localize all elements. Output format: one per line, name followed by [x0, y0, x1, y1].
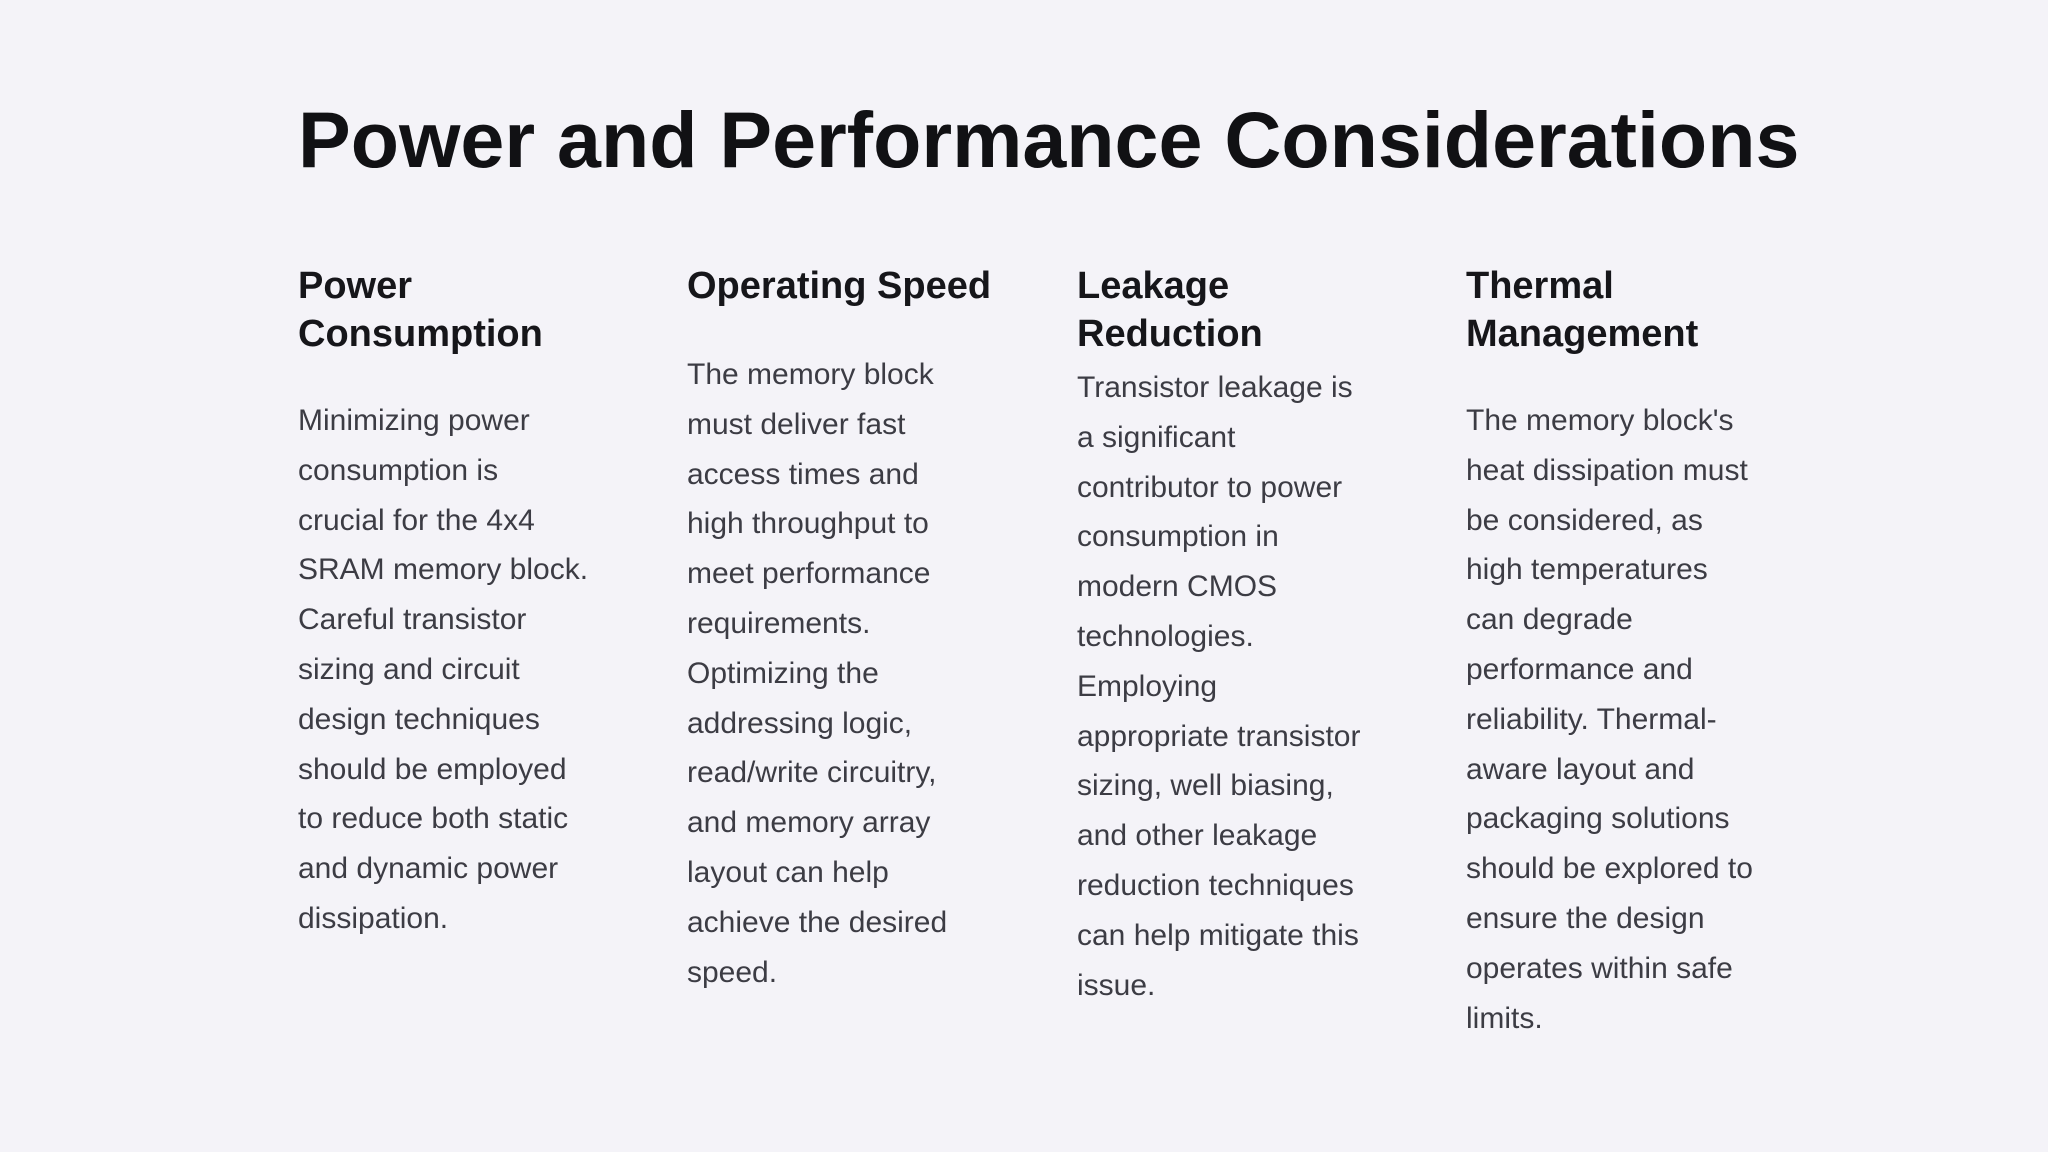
column-body: Minimizing power consumption is crucial for the 4x4 SRAM memory block. Careful transistor sizing and circuit design techniques should be employed to reduce both static and dynamic power dissipation.: [298, 404, 589, 935]
column-power-consumption: [298, 262, 598, 944]
column-heading: Leakage Reduction: [1077, 265, 1263, 355]
column-heading: Power Consumption: [298, 265, 543, 355]
column-body: The memory block must deliver fast access times and high throughput to meet performance requirements. Optimizing the addressing logic, read/write circuitry, and memory array layout can help achieve the desired speed.: [687, 358, 948, 989]
column-leakage-reduction: [1077, 262, 1377, 1010]
column-thermal-management: [1466, 262, 1766, 1043]
slide-title: Power and Performance Considerations: [298, 95, 1800, 184]
column-body: The memory block's heat dissipation must be considered, as high temperatures can degrade performance and reliability. Thermal-aware layout and packaging solutions should be explored to ensure the design operates within safe limits.: [1466, 404, 1753, 1035]
column-body: Transistor leakage is a significant contributor to power consumption in modern CMOS technologies. Employing appropriate transistor sizing, well biasing, and other leakage reduction techniques can help mitigate this issue.: [1077, 371, 1361, 1002]
column-heading: Operating Speed: [687, 265, 992, 307]
column-operating-speed: [687, 262, 992, 997]
column-heading: Thermal Management: [1466, 265, 1699, 355]
